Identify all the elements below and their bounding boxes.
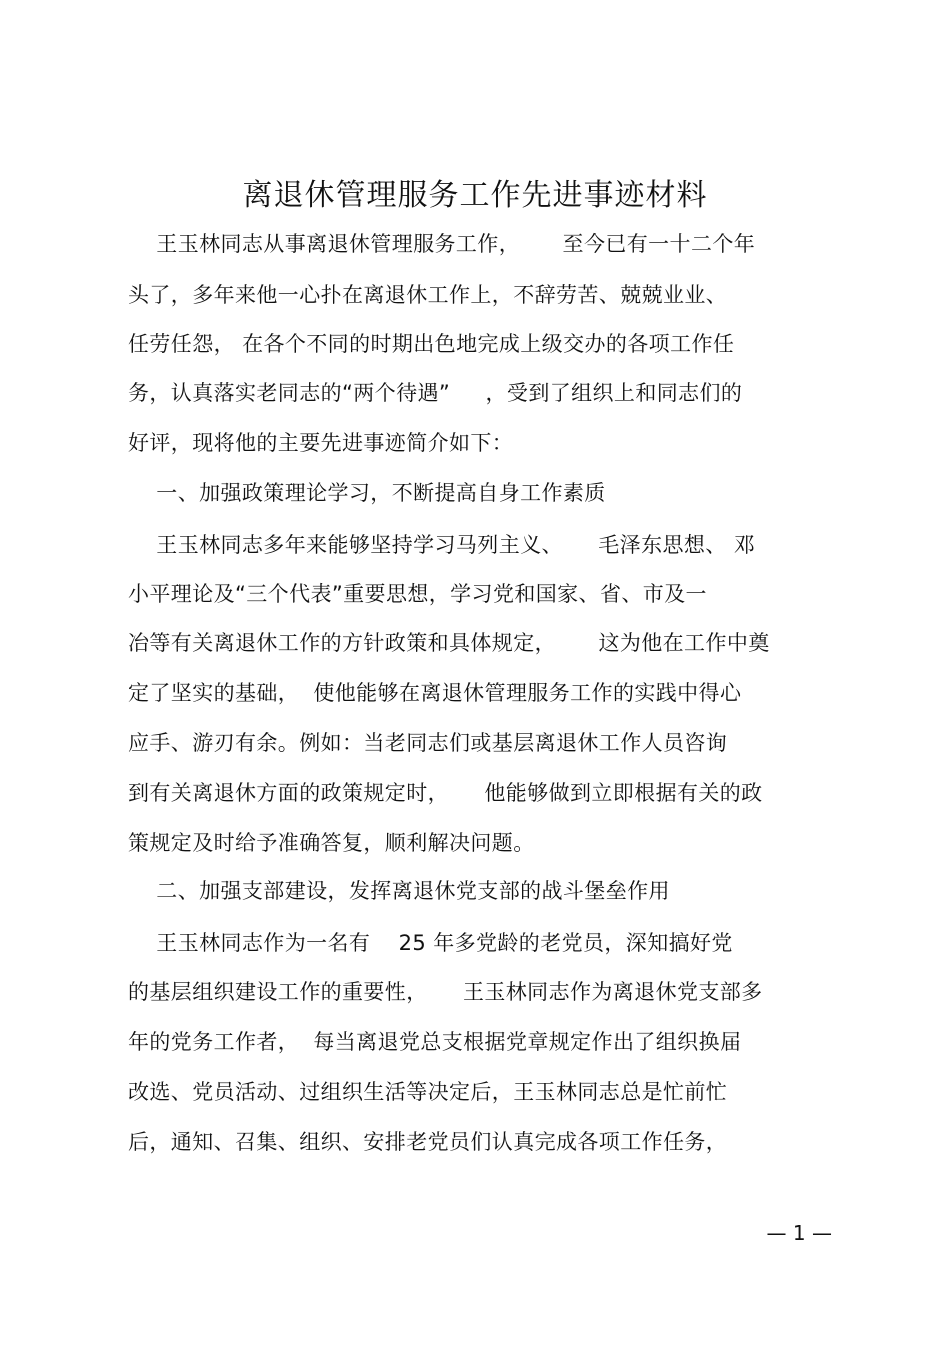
section-heading: 一、加强政策理论学习，不断提高自身工作素质 xyxy=(128,481,606,505)
body-line: 策规定及时给予准确答复，顺利解决问题。 xyxy=(128,831,535,855)
document-title: 离退休管理服务工作先进事迹材料 xyxy=(242,178,708,213)
body-line: 头了，多年来他一心扑在离退休工作上，不辞劳苦、兢兢业业、 xyxy=(128,283,728,307)
body-line: 王玉林同志多年来能够坚持学习马列主义、 毛泽东思想、 邓 xyxy=(128,533,756,557)
body-line: 任劳任怨， 在各个不同的时期出色地完成上级交办的各项工作任 xyxy=(128,332,735,356)
body-line: 王玉林同志从事离退休管理服务工作， 至今已有一十二个年 xyxy=(128,232,756,256)
body-line: 应手、游刃有余。例如：当老同志们或基层离退休工作人员咨询 xyxy=(128,731,728,755)
body-line: 小平理论及“三个代表”重要思想，学习党和国家、省、市及一 xyxy=(128,582,707,606)
body-line: 好评，现将他的主要先进事迹简介如下： xyxy=(128,431,514,455)
body-line: 冶等有关离退休工作的方针政策和具体规定， 这为他在工作中奠 xyxy=(128,631,770,655)
section-heading: 二、加强支部建设，发挥离退休党支部的战斗堡垒作用 xyxy=(128,879,670,903)
page-number: — 1 — xyxy=(766,1221,832,1245)
body-line: 王玉林同志作为一名有 25 年多党龄的老党员，深知搞好党 xyxy=(128,931,733,955)
body-line: 后，通知、召集、组织、安排老党员们认真完成各项工作任务， xyxy=(128,1130,728,1154)
body-line: 定了坚实的基础， 使他能够在离退休管理服务工作的实践中得心 xyxy=(128,681,742,705)
body-line: 的基层组织建设工作的重要性， 王玉林同志作为离退休党支部多 xyxy=(128,980,763,1004)
body-line: 年的党务工作者， 每当离退党总支根据党章规定作出了组织换届 xyxy=(128,1030,742,1054)
body-line: 到有关离退休方面的政策规定时， 他能够做到立即根据有关的政 xyxy=(128,781,763,805)
body-line: 务，认真落实老同志的“两个待遇” ，受到了组织上和同志们的 xyxy=(128,381,743,405)
body-line: 改选、党员活动、过组织生活等决定后，王玉林同志总是忙前忙 xyxy=(128,1080,728,1104)
